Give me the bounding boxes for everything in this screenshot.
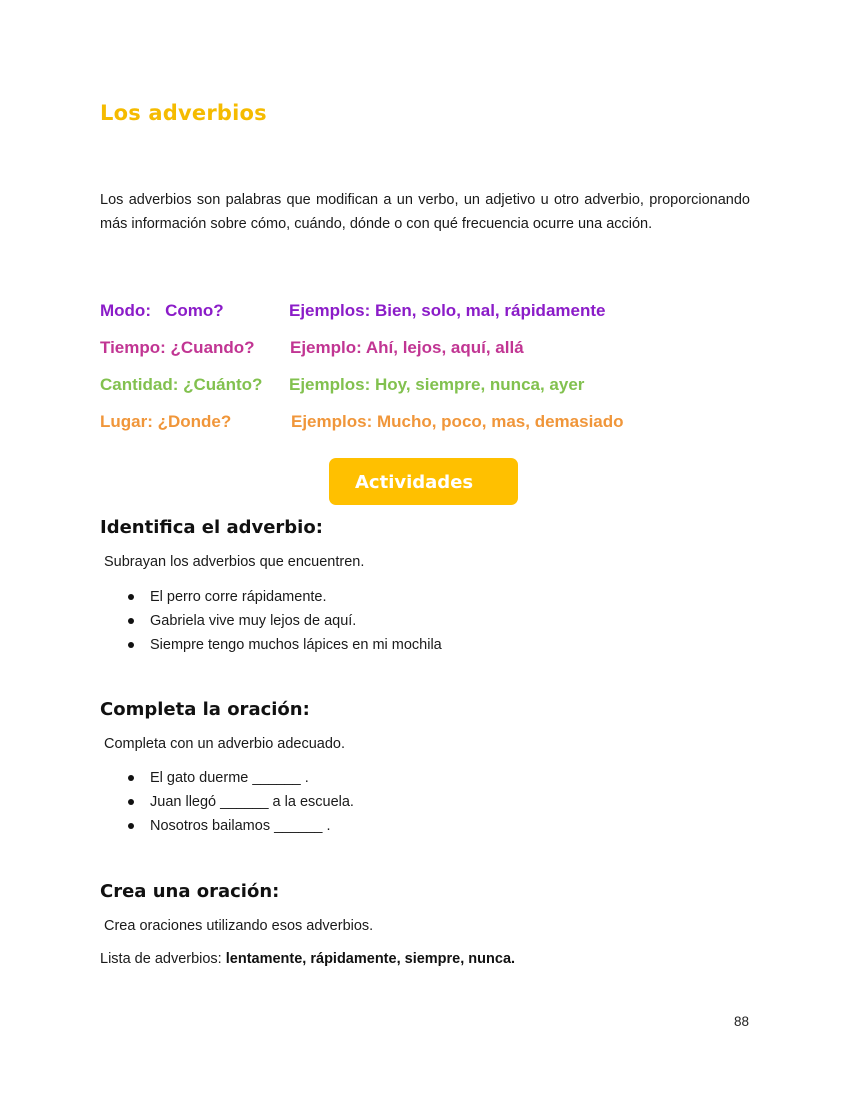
category-lugar	[100, 409, 760, 446]
list-item	[128, 814, 354, 838]
bullet-list-completa	[128, 766, 354, 838]
list-item	[128, 585, 442, 609]
category-examples: Ejemplos: Hoy, siempre, nunca, ayer	[289, 375, 585, 394]
page-number: 88	[734, 1014, 750, 1029]
category-label: Lugar: ¿Donde?	[100, 412, 232, 431]
adverb-categories	[100, 298, 760, 446]
section-instruction-identifica: Subrayan los adverbios que encuentren.	[104, 554, 365, 570]
list-item-text: Siempre tengo muchos lápices en mi mochila	[150, 637, 442, 653]
bullet-icon	[128, 799, 134, 805]
list-item-text: El perro corre rápidamente.	[150, 589, 327, 605]
bullet-icon	[128, 642, 134, 648]
section-instruction-crea: Crea oraciones utilizando esos adverbios.	[104, 918, 374, 934]
list-item	[128, 790, 354, 814]
category-examples: Ejemplos: Bien, solo, mal, rápidamente	[289, 301, 606, 320]
intro-paragraph: Los adverbios son palabras que modifican a un verbo, un adjetivo u otro adverbio, proporcionando más información sobre cómo, cuándo, dónde o con qué frecuencia ocurre una acción.	[100, 192, 750, 232]
category-cantidad	[100, 372, 760, 409]
section-heading-identifica: Identifica el adverbio:	[100, 517, 323, 538]
list-item-text: Nosotros bailamos ______ .	[150, 818, 331, 834]
section-heading-completa: Completa la oración:	[100, 699, 310, 720]
bullet-list-identifica	[128, 585, 442, 657]
bullet-icon	[128, 775, 134, 781]
section-heading-crea: Crea una oración:	[100, 881, 280, 902]
adverb-list-values: lentamente, rápidamente, siempre, nunca.	[225, 951, 516, 967]
list-item-text: El gato duerme ______ .	[150, 770, 309, 786]
category-examples: Ejemplos: Mucho, poco, mas, demasiado	[291, 412, 624, 431]
bullet-icon	[128, 594, 134, 600]
adverb-list-line	[100, 951, 515, 967]
category-label: Cantidad: ¿Cuánto?	[100, 375, 263, 394]
category-modo	[100, 298, 760, 335]
bullet-icon	[128, 823, 134, 829]
category-examples: Ejemplo: Ahí, lejos, aquí, allá	[290, 338, 524, 357]
category-label: Modo: Como?	[100, 301, 224, 320]
list-item-text: Juan llegó ______ a la escuela.	[150, 794, 354, 810]
section-instruction-completa: Completa con un adverbio adecuado.	[104, 736, 346, 752]
activities-button[interactable]: Actividades	[329, 458, 518, 505]
bullet-icon	[128, 618, 134, 624]
list-item	[128, 766, 354, 790]
category-tiempo	[100, 335, 760, 372]
list-item	[128, 633, 442, 657]
list-item	[128, 609, 442, 633]
adverb-list-label: Lista de adverbios:	[100, 951, 226, 967]
list-item-text: Gabriela vive muy lejos de aquí.	[150, 613, 357, 629]
page-title: Los adverbios	[100, 101, 267, 125]
category-label: Tiempo: ¿Cuando?	[100, 338, 255, 357]
